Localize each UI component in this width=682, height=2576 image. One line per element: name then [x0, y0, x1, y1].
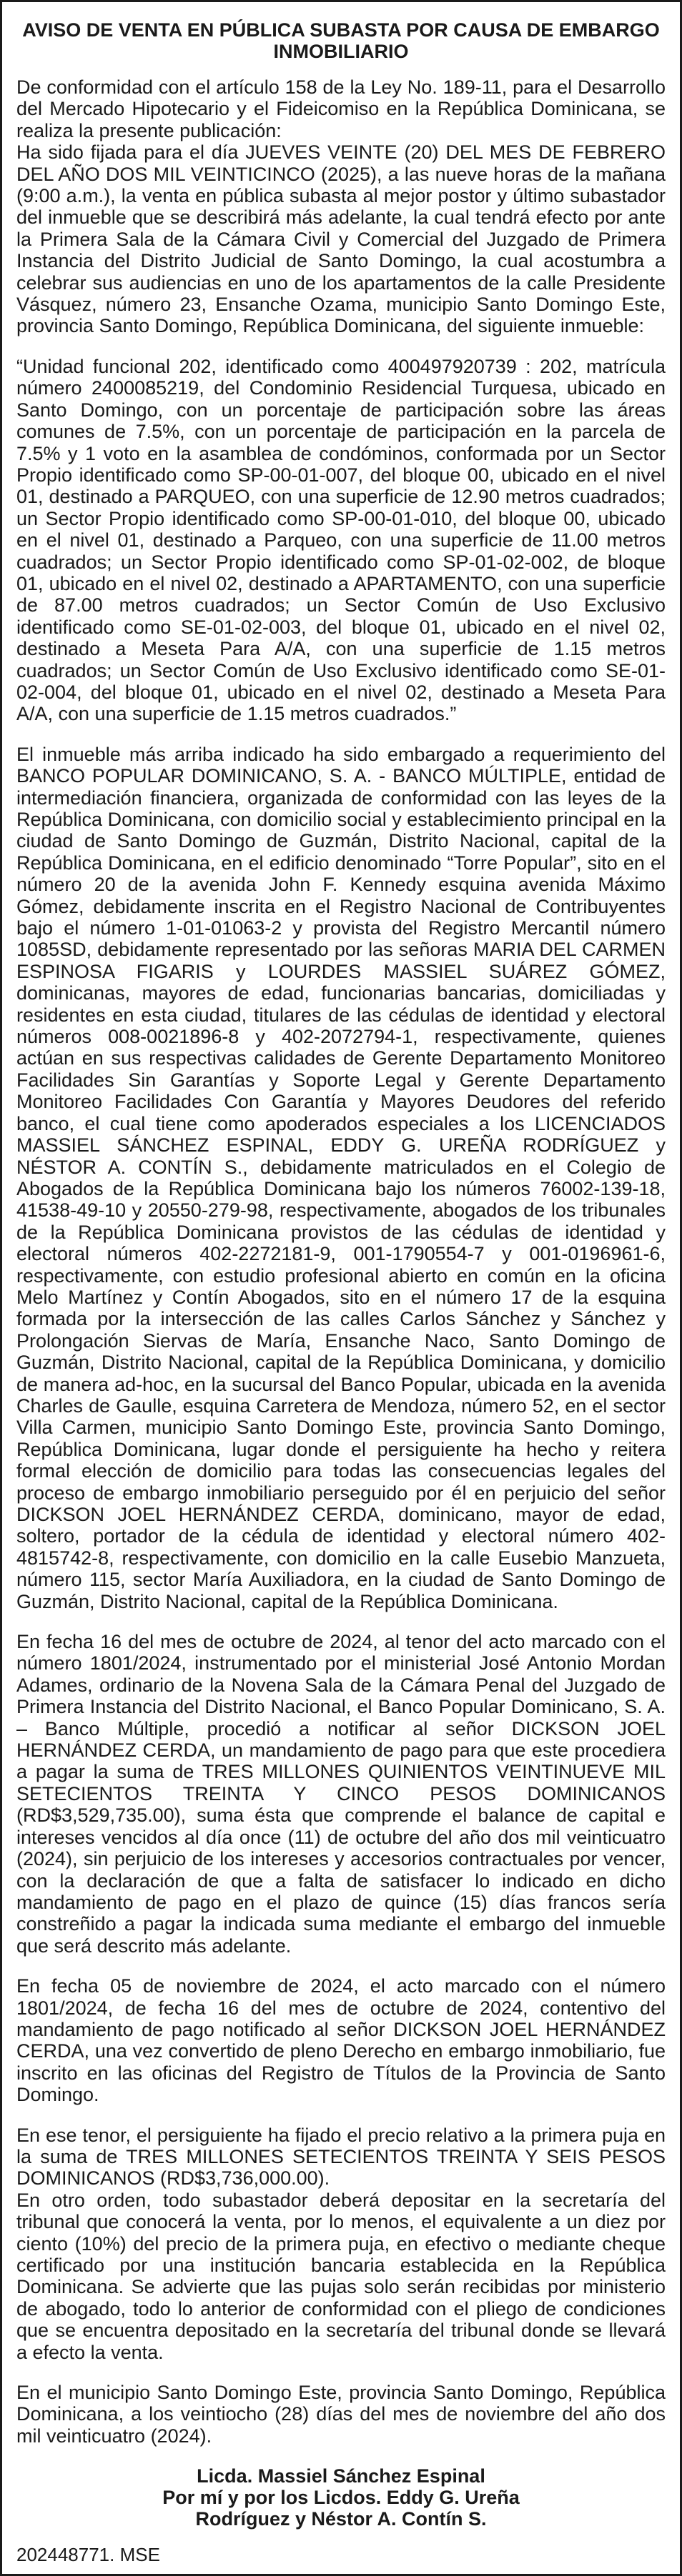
deposit-paragraph: En otro orden, todo subastador deberá depositar en la secretaría del tribunal que conocerá la venta, por lo menos, el equivalente a un diez por ciento (10%) del precio de la primera puja, en efectivo o mediante cheque certificado por una institución bancaria establecida en la República Dominicana. Se advierte que las pujas solo serán recibidas por ministerio de abogado, todo lo anterior de conformidad con el pliego de condiciones que se encuentra depositado en la secretaría del tribunal donde se llevará a efecto la venta.: [16, 2189, 666, 2363]
footer-code: 202448771. MSE: [16, 2544, 160, 2566]
notice-title: AVISO DE VENTA EN PÚBLICA SUBASTA POR CAUSA DE EMBARGO INMOBILIARIO: [22, 19, 660, 62]
payment-order-paragraph: En fecha 16 del mes de octubre de 2024, al tenor del acto marcado con el número 1801/2024, instrumentado por el ministerial José Antonio Mordan Adames, ordinario de la Novena Sala de la Cámara Penal del Juzgado de Primera Instancia del Distrito Nacional, el Banco Popular Dominicano, S. A. – Banco Múltiple, procedió a notificar al señor DICKSON JOEL HERNÁNDEZ CERDA, un mandamiento de pago para que este procediera a pagar la suma de TRES MILLONES QUINIENTOS VEINTINUEVE MIL SETECIENTOS TREINTA Y CINCO PESOS DOMINICANOS (RD$3,529,735.00), suma ésta que comprende el balance de capital e intereses vencidos al día once (11) de octubre del año dos mil veinticuatro (2024), sin perjuicio de los intereses y accesorios contractuales por vencer, con la declaración de que a falta de satisfacer lo indicado en dicho mandamiento de pago en el plazo de quince (15) días francos sería constreñido a pagar la indicada suma mediante el embargo del inmueble que será descrito más adelante.: [16, 1631, 666, 1957]
intro-paragraph: [16, 76, 666, 337]
signature-line-2: Por mí y por los Licdos. Eddy G. Ureña: [162, 2487, 520, 2509]
signature-block: [16, 2465, 666, 2530]
closing-paragraph: En el municipio Santo Domingo Este, provincia Santo Domingo, República Dominicana, a los veintiocho (28) días del mes de noviembre del año dos mil veinticuatro (2024).: [16, 2382, 666, 2447]
property-description-paragraph: “Unidad funcional 202, identificado como 400497920739 : 202, matrícula número 2400085219, del Condominio Residencial Turquesa, ubicado en Santo Domingo, con un porcentaje de participación sobre las áreas comunes de 7.5%, con un porcentaje de participación en la parcela de 7.5% y 1 voto en la asamblea de condóminos, conformada por un Sector Propio identificado como SP-00-01-007, del bloque 00, ubicado en el nivel 01, destinado a PARQUEO, con una superficie de 12.90 metros cuadrados; un Sector Propio identificado como SP-00-01-010, del bloque 00, ubicado en el nivel 01, destinado a Parqueo, con una superficie de 11.00 metros cuadrados; un Sector Propio identificado como SP-01-02-002, de bloque 01, ubicado en el nivel 02, destinado a APARTAMENTO, con una superficie de 87.00 metros cuadrados; un Sector Común de Uso Exclusivo identificado como SE-01-02-003, del bloque 01, ubicado en el nivel 02, destinado a Meseta Para A/A, con una superficie de 1.15 metros cuadrados; un Sector Común de Uso Exclusivo identificado como SE-01-02-004, del bloque 01, ubicado en el nivel 02, destinado a Meseta Para A/A, con una superficie de 1.15 metros cuadrados.”: [16, 355, 666, 725]
first-bid-paragraph: En ese tenor, el persiguiente ha fijado el precio relativo a la primera puja en la suma de TRES MILLONES SETECIENTOS TREINTA Y SEIS PESOS DOMINICANOS (RD$3,736,000.00).: [16, 2124, 666, 2190]
creditor-paragraph: El inmueble más arriba indicado ha sido embargado a requerimiento del BANCO POPULAR DOMINICANO, S. A. - BANCO MÚLTIPLE, entidad de intermediación financiera, organizada de conformidad con las leyes de la República Dominicana, con domicilio social y establecimiento principal en la ciudad de Santo Domingo de Guzmán, Distrito Nacional, capital de la República Dominicana, en el edificio denominado “Torre Popular”, sito en el número 20 de la avenida John F. Kennedy esquina avenida Máximo Gómez, debidamente inscrita en el Registro Nacional de Contribuyentes bajo el número 1-01-01063-2 y provista del Registro Mercantil número 1085SD, debidamente representado por las señoras MARIA DEL CARMEN ESPINOSA FIGARIS y LOURDES MASSIEL SUÁREZ GÓMEZ, dominicanas, mayores de edad, funcionarias bancarias, domiciliadas y residentes en esta ciudad, titulares de las cédulas de identidad y electoral números 008-0021896-8 y 402-2072794-1, respectivamente, quienes actúan en sus respectivas calidades de Gerente Departamento Monitoreo Facilidades Sin Garantías y Soporte Legal y Gerente Departamento Monitoreo Facilidades Con Garantía y Mayores Deudores del referido banco, el cual tiene como apoderados especiales a los LICENCIADOS MASSIEL SÁNCHEZ ESPINAL, EDDY G. UREÑA RODRÍGUEZ y NÉSTOR A. CONTÍN S., debidamente matriculados en el Colegio de Abogados de la República Dominicana bajo los números 76002-139-18, 41538-49-10 y 20550-279-98, respectivamente, abogados de los tribunales de la República Dominicana provistos de las cédulas de identidad y electoral números 402-2272181-9, 001-1790554-7 y 001-0196961-6, respectivamente, con estudio profesional abierto en común en la oficina Melo Martínez y Contín Abogados, sito en el número 17 de la esquina formada por la intersección de las calles Carlos Sánchez y Sánchez y Prolongación Siervas de María, Ensanche Naco, Santo Domingo de Guzmán, Distrito Nacional, capital de la República Dominicana, y domicilio de manera ad-hoc, en la sucursal del Banco Popular, ubicada en la avenida Charles de Gaulle, esquina Carretera de Mendoza, número 52, en el sector Villa Carmen, municipio Santo Domingo Este, provincia Santo Domingo, República Dominicana, lugar donde el persiguiente ha hecho y reitera formal elección de domicilio para todas las consecuencias legales del proceso de embargo inmobiliario perseguido por él en perjuicio del señor DICKSON JOEL HERNÁNDEZ CERDA, dominicano, mayor de edad, soltero, portador de la cédula de identidad y electoral número 402-4815742-8, respectivamente, con domicilio en la calle Eusebio Manzueta, número 115, sector María Auxiliadora, en la ciudad de Santo Domingo de Guzmán, Distrito Nacional, capital de la República Dominicana.: [16, 743, 666, 1612]
intro-text: De conformidad con el artículo 158 de la Ley No. 189-11, para el Desarrollo del Mercado Hipotecario y el Fideicomiso en la República Dominicana, se realiza la presente publicación: Ha sido fijada para el día JUEVES VEINTE (20) DEL MES DE FEBRERO DEL AÑO DOS MIL VEINTICINCO (2025), a las nueve horas de la mañana (9:00 a.m.), la venta en pública subasta al mejor postor y último subastador del inmueble que se describirá más adelante, la cual tendrá efecto por ante la Primera Sala de la Cámara Civil y Comercial del Juzgado de Primera Instancia del Distrito Judicial de Santo Domingo, la cual acostumbra a celebrar sus audiencias en uno de los apartamentos de la calle Presidente Vásquez, número 23, Ensanche Ozama, municipio Santo Domingo Este, provincia Santo Domingo, República Dominicana, del siguiente inmueble:: [16, 76, 666, 337]
signature-line-1: Licda. Massiel Sánchez Espinal: [197, 2465, 485, 2487]
registration-paragraph: En fecha 05 de noviembre de 2024, el acto marcado con el número 1801/2024, de fecha 16 del mes de octubre de 2024, contentivo del mandamiento de pago notificado al señor DICKSON JOEL HERNÁNDEZ CERDA, una vez convertido de pleno Derecho en embargo inmobiliario, fue inscrito en las oficinas del Registro de Títulos de la Provincia de Santo Domingo.: [16, 1975, 666, 2106]
signature-line-3: Rodríguez y Néstor A. Contín S.: [195, 2508, 487, 2530]
